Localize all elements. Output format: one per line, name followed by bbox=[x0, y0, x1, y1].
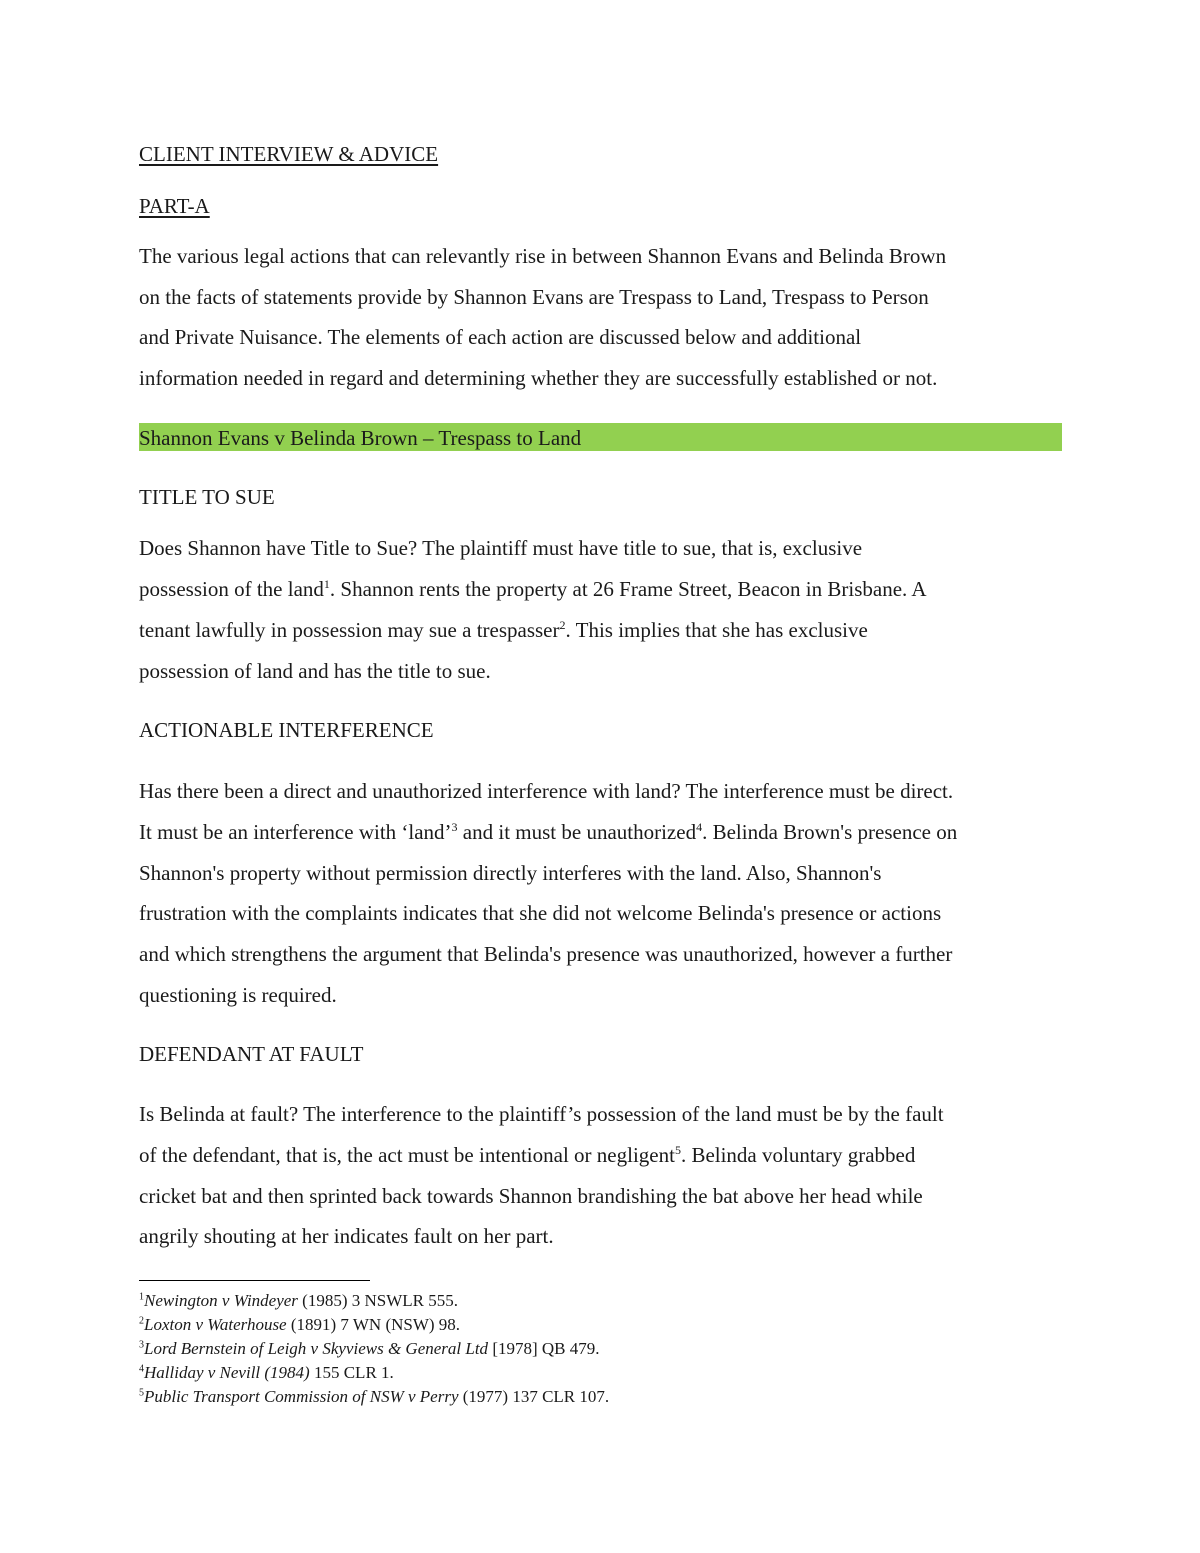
footnote: $^3$Lord Bernstein of Leigh v Skyviews & General Ltd [1978] QB 479. bbox=[139, 1339, 600, 1358]
footnote-separator bbox=[139, 1280, 370, 1281]
document-title: CLIENT INTERVIEW & ADVICE bbox=[139, 142, 439, 166]
footnote-ref[interactable]: 1 bbox=[323, 577, 330, 591]
paragraph-line: cricket bat and then sprinted back towards Shannon brandishing the bat above her head while bbox=[139, 1184, 923, 1208]
footnote-ref[interactable]: 2 bbox=[559, 618, 566, 632]
footnote: $^2$Loxton v Waterhouse (1891) 7 WN (NSW) 98. bbox=[139, 1315, 461, 1334]
footnote: $^1$Newington v Windeyer (1985) 3 NSWLR 555. bbox=[139, 1291, 458, 1310]
paragraph-line: Is Belinda at fault? The interference to the plaintiff’s possession of the land must be by the fault bbox=[139, 1102, 944, 1126]
footnote-ref[interactable]: 3 bbox=[451, 820, 458, 834]
paragraph-line: Shannon's property without permission directly interferes with the land. Also, Shannon's bbox=[139, 861, 882, 885]
paragraph-line: and which strengthens the argument that Belinda's presence was unauthorized, however a further bbox=[139, 942, 953, 966]
paragraph-line: and Private Nuisance. The elements of each action are discussed below and additional bbox=[139, 325, 862, 349]
paragraph-line: questioning is required. bbox=[139, 983, 337, 1007]
section-heading-highlight bbox=[139, 423, 1062, 451]
paragraph-line: possession of the land$^1$. Shannon rents the property at 26 Frame Street, Beacon in Brisbane. A bbox=[139, 577, 927, 601]
paragraph-line: frustration with the complaints indicates that she did not welcome Belinda's presence or actions bbox=[139, 901, 942, 925]
footnote: $^4$Halliday v Nevill (1984) 155 CLR 1. bbox=[139, 1363, 394, 1382]
section-heading: Shannon Evans v Belinda Brown – Trespass to Land bbox=[139, 426, 582, 450]
footnote: $^5$Public Transport Commission of NSW v Perry (1977) 137 CLR 107. bbox=[139, 1387, 610, 1406]
paragraph-line: The various legal actions that can relevantly rise in between Shannon Evans and Belinda Brown bbox=[139, 244, 947, 268]
footnote-ref[interactable]: 4 bbox=[696, 820, 703, 834]
paragraph-line: tenant lawfully in possession may sue a trespasser$^2$. This implies that she has exclusive bbox=[139, 618, 868, 642]
paragraph-line: angrily shouting at her indicates fault on her part. bbox=[139, 1224, 554, 1248]
paragraph-line: on the facts of statements provide by Shannon Evans are Trespass to Land, Trespass to Person bbox=[139, 285, 929, 309]
paragraph-line: information needed in regard and determining whether they are successfully established or not. bbox=[139, 366, 938, 390]
part-heading: PART-A bbox=[139, 194, 210, 218]
defendant-at-fault-heading: DEFENDANT AT FAULT bbox=[139, 1042, 364, 1066]
actionable-interference-heading: ACTIONABLE INTERFERENCE bbox=[139, 718, 434, 742]
paragraph-line: It must be an interference with ‘land’$^3$ and it must be unauthorized$^4$. Belinda Brown's presence on bbox=[139, 820, 958, 844]
footnote-ref[interactable]: 5 bbox=[674, 1143, 681, 1157]
paragraph-line: possession of land and has the title to sue. bbox=[139, 659, 491, 683]
paragraph-line: Has there been a direct and unauthorized interference with land? The interference must be direct. bbox=[139, 779, 954, 803]
paragraph-line: Does Shannon have Title to Sue? The plaintiff must have title to sue, that is, exclusive bbox=[139, 536, 863, 560]
paragraph-line: of the defendant, that is, the act must be intentional or negligent$^5$. Belinda voluntary grabbed bbox=[139, 1143, 916, 1167]
title-to-sue-heading: TITLE TO SUE bbox=[139, 485, 275, 509]
